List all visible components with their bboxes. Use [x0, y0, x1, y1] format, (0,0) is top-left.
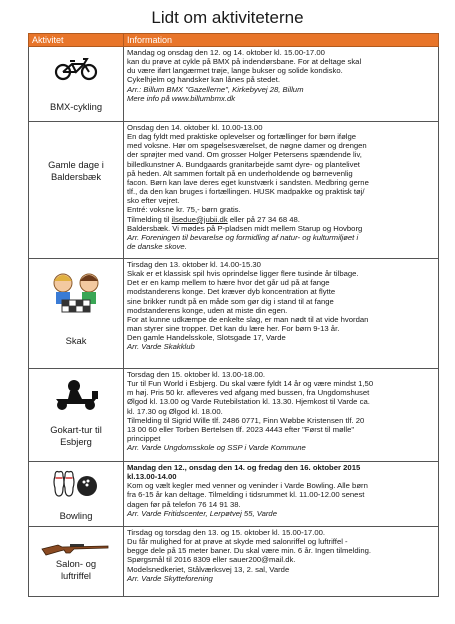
activity-cell-bmx [29, 47, 124, 122]
info-line: Kom og vælt kegler med venner og veninder i Varde Bowling. Alle børn [127, 481, 368, 491]
info-line: modstanderens konge, uden at miste din egen. [127, 305, 288, 315]
gokart-icon [52, 377, 100, 411]
activities-table [28, 33, 439, 597]
info-line: Modelsnedkeriet, Stålværksvej 13, 2. sal, Varde [127, 564, 290, 574]
info-cell-riffel [124, 527, 439, 597]
info-line: Du får mulighed for at prøve at skyde med salonriffel og luftriffel - [127, 537, 348, 547]
info-line: dagen før på telefon 76 14 91 38. [127, 499, 241, 509]
activity-name-line: Gokart-tur til [50, 424, 102, 435]
info-cell-skak [124, 259, 439, 369]
activity-name [29, 424, 123, 448]
info-line: princippet [127, 434, 161, 444]
table-row-gokart [29, 369, 439, 462]
info-line: For at kunne udkæmpe de enkelte slag, er man nødt til at vide hvordan [127, 314, 369, 324]
table-row-bmx [29, 47, 439, 122]
info-line: Den gamle Handelsskole, Slotsgade 17, Varde [127, 333, 286, 343]
activity-name: Skak [65, 335, 87, 346]
organizer-line: Arr.: Billum BMX "Gazellerne", Kirkebyvej 28, Billum [127, 84, 304, 94]
info-line: Ølgod kl. 13.00 og Varde Rutebilstation kl. 13.30. Hjemkost til Varde ca. [127, 397, 370, 407]
signup-line [127, 215, 435, 224]
info-line: Spørgsmål til 2016 8309 eller sauer200@mail.dk. [127, 555, 296, 565]
email-link[interactable]: ilsedue@jubii.dk [171, 214, 228, 224]
page-title: Lidt om aktiviteterne [151, 8, 304, 27]
table-row-riffel [29, 527, 439, 597]
activity-cell-gamle-dage [29, 122, 124, 259]
info-line: der sprøjter med vand. Om grosser Holger Petersens spændende liv, [127, 150, 362, 160]
table-row-gamle-dage [29, 122, 439, 259]
activity-name [29, 159, 123, 183]
info-cell-gamle-dage [124, 122, 439, 259]
info-line: Tur til Fun World i Esbjerg. Du skal være fyldt 14 år og være mindst 1,50 [127, 379, 374, 389]
table-row-skak [29, 259, 439, 369]
chess-kids-icon [48, 269, 104, 317]
bowling-icon [53, 468, 99, 498]
bmx-bike-icon [54, 55, 98, 81]
info-line: modstanderens konge. Det kræver dyb koncentration at flytte [127, 287, 336, 297]
info-line: kan du prøve at cykle på BMX på indendørsbane. For at deltage skal [127, 57, 362, 67]
info-line: med voksne. Hør om spøgelsesværelset, de nøgne damer og drengen [127, 141, 367, 151]
info-line: Mandag den 12., onsdag den 14. og fredag den 16. oktober 2015 [127, 463, 361, 472]
info-line: du være iført langærmet trøje, lange bukser og solide kondisko. [127, 66, 343, 76]
table-row-bowling [29, 462, 439, 527]
info-line: Entré: voksne kr. 75,- børn gratis. [127, 205, 241, 215]
activity-cell-gokart [29, 369, 124, 462]
info-line: kl.13.00-14.00 [127, 472, 177, 482]
signup-suffix: eller på 27 34 68 48. [227, 214, 300, 224]
info-line: billedkunstner A. Bundgaards granitarbejde samt dyre- og plantelivet [127, 159, 360, 169]
info-line: kl. 17.30 og Ølgod kl. 18.00. [127, 406, 223, 416]
organizer-line: Arr. Varde Skakklub [127, 342, 195, 352]
organizer-line: Arr. Varde Skytteforening [127, 573, 213, 583]
activity-cell-bowling [29, 462, 124, 527]
info-line: man styrer sine tropper. Det kan du lære her. For børn 9-13 år. [127, 324, 340, 334]
info-line: Skak er et klassisk spil hvis oprindelse ligger flere tusinde år tilbage. [127, 269, 359, 279]
info-line: En dag fyldt med praktiske oplevelser og fortællinger for børn ifølge [127, 132, 357, 142]
info-line: tlf., da den kan bruges i fortællingen. HUSK madpakke og praktisk tøj/ [127, 187, 365, 197]
activity-name: BMX-cykling [49, 101, 103, 112]
organizer-line: de danske skove. [127, 242, 187, 252]
info-line: m høj. Pris 50 kr. afleveres ved afgang med bussen, fra Ungdomshuset [127, 388, 370, 398]
activity-name-line: Esbjerg [60, 436, 92, 447]
info-cell-gokart [124, 369, 439, 462]
more-info-link[interactable]: Mere info på www.billumbmx.dk [127, 93, 236, 103]
organizer-line: Arr. Varde Fritidscenter, Lerpøtvej 55, Varde [127, 508, 277, 518]
info-line: Cykelhjelm og handsker kan lånes på stedet. [127, 75, 280, 85]
table-header-row [29, 34, 439, 47]
info-line: Torsdag den 15. oktober kl. 13.00-18.00. [127, 370, 266, 379]
info-cell-bmx [124, 47, 439, 122]
activity-name-line: Baldersbæk [50, 171, 102, 182]
activity-name [29, 558, 123, 582]
header-activity: Aktivitet [29, 34, 124, 47]
info-line: 13 00 60 eller Torben Bertelsen tlf. 2023 4443 efter "Først til mølle" [127, 424, 355, 434]
info-line: Tirsdag den 13. oktober kl. 14.00-15.30 [127, 260, 261, 269]
info-line: Mandag og onsdag den 12. og 14. oktober kl. 15.00-17.00 [127, 48, 325, 57]
info-line: Det er en kamp mellem to hære hvor det går ud på at fange [127, 278, 330, 288]
activity-name-line: Salon- og [55, 558, 97, 569]
info-line: Tirsdag og torsdag den 13. og 15. oktober kl. 15.00-17.00. [127, 528, 326, 537]
header-information: Information [124, 34, 439, 47]
info-line: sko efter vejret. [127, 196, 180, 206]
info-line: sine brikker rundt på en måde som gør dig i stand til at fange [127, 296, 334, 306]
rifle-icon [40, 541, 112, 557]
info-line: begge dele på 15 meter baner. Du skal være min. 6 år. Ingen tilmelding. [127, 546, 372, 556]
info-line: Onsdag den 14. oktober kl. 10.00-13.00 [127, 123, 263, 132]
activity-name-line: luftriffel [60, 570, 92, 581]
activity-cell-riffel [29, 527, 124, 597]
activity-cell-skak [29, 259, 124, 369]
info-line: fra 6-15 år kan deltage. Tilmelding i tidsrummet kl. 11.00-12.00 senest [127, 490, 365, 500]
signup-prefix: Tilmelding til [127, 214, 172, 224]
organizer-line: Arr. Varde Ungdomsskole og SSP i Varde Kommune [127, 443, 306, 453]
activity-name-line: Gamle dage i [48, 159, 104, 170]
info-line: Baldersbæk. Vi mødes på P-pladsen midt mellem Starup og Hovborg [127, 223, 363, 233]
info-line: på heden. Alt sammen fortalt på en underholdende og børnevenlig [127, 168, 353, 178]
organizer-line: Arr. Foreningen til bevarelse og formidling af natur- og kulturmiljøet i [127, 232, 359, 242]
info-cell-bowling [124, 462, 439, 527]
info-line: Tilmelding til Sigrid Wille tlf. 2486 0771, Finn Wøbbe Kristensen tlf. 20 [127, 415, 365, 425]
activity-name: Bowling [59, 510, 93, 521]
info-line: facon. Børn kan lave deres eget kunstværk i sandsten. Medbring gerne [127, 177, 369, 187]
